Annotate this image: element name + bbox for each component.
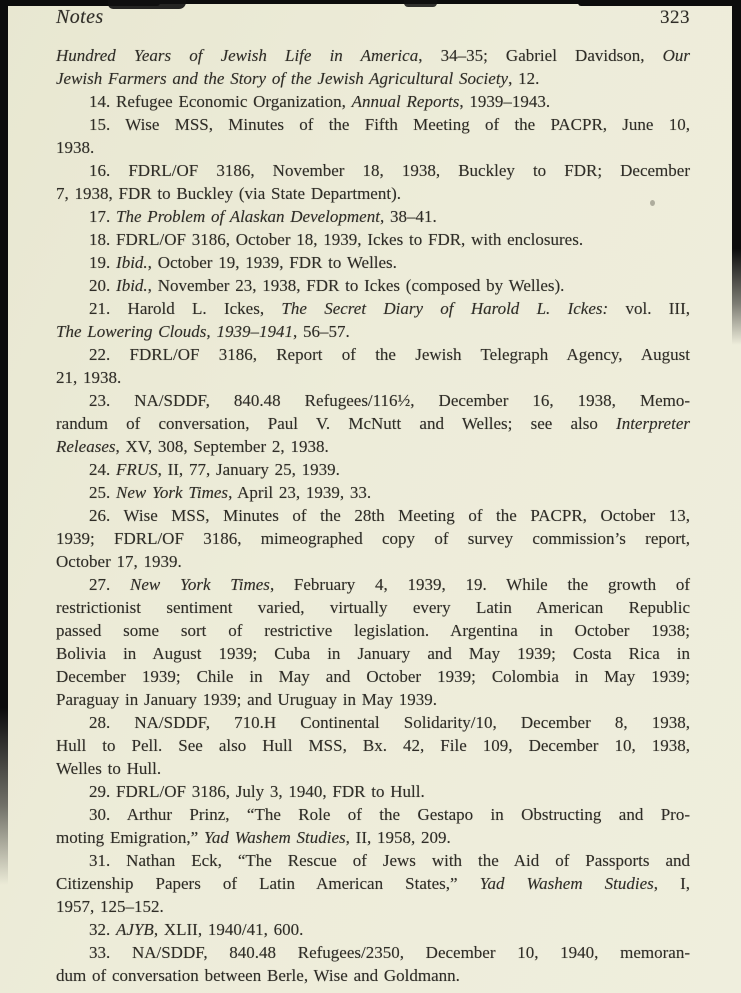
note-text-italic: New York Times <box>116 483 229 502</box>
note-line <box>56 343 690 366</box>
note-text: , II, 77, January 25, 1939. <box>157 460 340 479</box>
note-text: 21. Harold L. Ickes, <box>89 299 282 318</box>
note-line <box>56 619 690 642</box>
note-text: randum of conversation, Paul V. McNutt and Welles; see also <box>56 414 617 433</box>
note-text-italic: AJYB <box>116 920 154 939</box>
note-text: 15. Wise MSS, Minutes of the Fifth Meeting of the PACPR, June 10, <box>89 115 690 134</box>
note-text-italic: Ibid. <box>116 276 148 295</box>
note-text: , October 19, 1939, FDR to Welles. <box>147 253 397 272</box>
note-text: 7, 1938, FDR to Buckley (via State Department). <box>56 184 401 203</box>
note-text: , 38–41. <box>379 207 437 226</box>
note-text: 32. <box>89 920 117 939</box>
note-line <box>56 159 690 182</box>
scan-edge-left <box>0 0 8 885</box>
note-line <box>56 688 690 711</box>
note-text-italic: Interpreter <box>616 414 690 433</box>
note-line <box>56 274 690 297</box>
note-text: , I, <box>653 874 690 893</box>
note-line <box>56 941 690 964</box>
note-text: 20. <box>89 276 117 295</box>
note-text: 33. NA/SDDF, 840.48 Refugees/2350, December 10, 1940, memoran- <box>89 943 690 962</box>
note-line <box>56 228 690 251</box>
note-text: Citizenship Papers of Latin American States,” <box>56 874 480 893</box>
note-text: 1939; FDRL/OF 3186, mimeographed copy of survey commission’s report, <box>56 529 690 548</box>
page-number: 323 <box>660 7 690 28</box>
note-line <box>56 297 690 320</box>
note-line <box>56 366 690 389</box>
note-line <box>56 527 690 550</box>
note-text: 28. NA/SDDF, 710.H Continental Solidarity/10, December 8, 1938, <box>89 713 690 732</box>
note-line <box>56 573 690 596</box>
note-line <box>56 550 690 573</box>
note-text: Hull to Pell. See also Hull MSS, Bx. 42, File 109, December 10, 1938, <box>56 736 690 755</box>
note-text: 21, 1938. <box>56 368 122 387</box>
note-text: 17. <box>89 207 117 226</box>
note-line <box>56 895 690 918</box>
note-text-italic: Our <box>662 46 690 65</box>
note-line <box>56 918 690 941</box>
note-line <box>56 780 690 803</box>
note-text-italic: Annual Reports <box>351 92 460 111</box>
note-text: December 1939; Chile in May and October 1939; Colombia in May 1939; <box>56 667 690 686</box>
note-text: 14. Refugee Economic Organization, <box>89 92 352 111</box>
note-text: October 17, 1939. <box>56 552 182 571</box>
note-text: 18. FDRL/OF 3186, October 18, 1939, Ickes to FDR, with enclosures. <box>89 230 584 249</box>
note-text: 31. Nathan Eck, “The Rescue of Jews with the Aid of Passports and <box>89 851 690 870</box>
note-text-italic: Yad Washem Studies <box>479 874 654 893</box>
note-text: 19. <box>89 253 117 272</box>
note-line <box>56 136 690 159</box>
note-text: , XV, 308, September 2, 1938. <box>115 437 329 456</box>
note-line <box>56 458 690 481</box>
note-text: Welles to Hull. <box>56 759 162 778</box>
note-text: restrictionist sentiment varied, virtually every Latin American Republic <box>56 598 690 617</box>
note-text: , February 4, 1939, 19. While the growth of <box>269 575 691 594</box>
note-line <box>56 113 690 136</box>
note-line <box>56 205 690 228</box>
note-text: 23. NA/SDDF, 840.48 Refugees/116½, December 16, 1938, Memo- <box>89 391 690 410</box>
note-text-italic: The Problem of Alaskan Development <box>116 207 380 226</box>
note-line <box>56 435 690 458</box>
note-line <box>56 412 690 435</box>
note-text: 27. <box>89 575 130 594</box>
note-line <box>56 872 690 895</box>
running-head <box>56 6 690 29</box>
notes-text-block <box>56 44 690 987</box>
note-text: Bolivia in August 1939; Cuba in January and May 1939; Costa Rica in <box>56 644 690 663</box>
note-text-italic: Yad Washem Studies <box>204 828 346 847</box>
note-line <box>56 481 690 504</box>
note-line <box>56 389 690 412</box>
note-text: moting Emigration,” <box>56 828 205 847</box>
note-text: 26. Wise MSS, Minutes of the 28th Meeting of the PACPR, October 13, <box>89 506 690 525</box>
note-text: 16. FDRL/OF 3186, November 18, 1938, Buckley to FDR; December <box>89 161 690 180</box>
note-line <box>56 182 690 205</box>
note-text-italic: Ibid. <box>116 253 148 272</box>
note-text: 30. Arthur Prinz, “The Role of the Gestapo in Obstructing and Pro- <box>89 805 690 824</box>
note-text-italic: Releases <box>56 437 116 456</box>
note-line <box>56 711 690 734</box>
note-line <box>56 964 690 987</box>
note-text: 24. <box>89 460 117 479</box>
note-text: , 56–57. <box>292 322 350 341</box>
note-text: passed some sort of restrictive legislation. Argentina in October 1938; <box>56 621 690 640</box>
note-text: , II, 1958, 209. <box>345 828 451 847</box>
note-text: , April 23, 1939, 33. <box>228 483 372 502</box>
note-text: vol. III, <box>608 299 690 318</box>
note-text: , 34–35; Gabriel Davidson, <box>418 46 663 65</box>
note-line <box>56 320 690 343</box>
note-text-italic: Jewish Farmers and the Story of the Jewish Agricultural Society <box>56 69 509 88</box>
note-text: 22. FDRL/OF 3186, Report of the Jewish Telegraph Agency, August <box>89 345 690 364</box>
note-line <box>56 596 690 619</box>
note-text: 25. <box>89 483 117 502</box>
note-text: , 1939–1943. <box>459 92 551 111</box>
note-text: 1938. <box>56 138 95 157</box>
note-line <box>56 757 690 780</box>
note-line <box>56 734 690 757</box>
note-line <box>56 67 690 90</box>
note-line <box>56 90 690 113</box>
note-text: 29. FDRL/OF 3186, July 3, 1940, FDR to Hull. <box>89 782 425 801</box>
note-line <box>56 826 690 849</box>
note-line <box>56 803 690 826</box>
running-head-title: Notes <box>56 6 104 28</box>
note-text: , 12. <box>508 69 540 88</box>
scan-edge-right <box>732 0 741 345</box>
note-text: , XLII, 1940/41, 600. <box>153 920 304 939</box>
note-text-italic: Hundred Years of Jewish Life in America <box>56 46 419 65</box>
note-line <box>56 44 690 67</box>
note-text: 1957, 125–152. <box>56 897 164 916</box>
note-line <box>56 251 690 274</box>
note-line <box>56 849 690 872</box>
note-text-italic: New York Times <box>130 575 270 594</box>
note-line <box>56 504 690 527</box>
note-text-italic: The Lowering Clouds, 1939–1941 <box>56 322 293 341</box>
note-text-italic: The Secret Diary of Harold L. Ickes: <box>281 299 609 318</box>
note-text: dum of conversation between Berle, Wise and Goldmann. <box>56 966 460 985</box>
note-text: , November 23, 1938, FDR to Ickes (composed by Welles). <box>147 276 565 295</box>
note-line <box>56 665 690 688</box>
note-text: Paraguay in January 1939; and Uruguay in May 1939. <box>56 690 437 709</box>
note-text-italic: FRUS <box>116 460 158 479</box>
note-line <box>56 642 690 665</box>
